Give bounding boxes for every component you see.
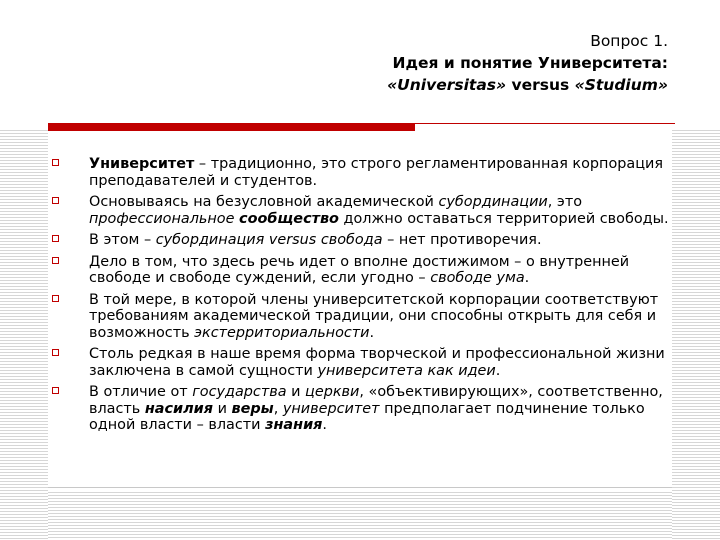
text: Дело в том, что здесь речь идет о вполне достижимом – о внутренней свободе и свободе суждений, если угодно – [89, 253, 630, 286]
text-bold-italic: знания [265, 417, 323, 433]
text: . [524, 270, 530, 286]
text-italic: субординация versus свобода [155, 232, 383, 248]
left-stripe-pattern [0, 128, 48, 540]
text-bold-italic: насилия [144, 400, 213, 417]
text-italic: университета как идеи [317, 362, 496, 379]
bullet-list [50, 156, 670, 439]
bullet-item [50, 346, 670, 379]
bullet-item [50, 194, 670, 227]
text: , «объективирующих», соответственно, власть [89, 384, 663, 417]
bullet-item [50, 156, 670, 189]
text-bold-italic: веры [231, 400, 274, 417]
text: и [213, 400, 232, 417]
text-bold-italic: сообщество [239, 210, 339, 227]
text: В этом – [89, 232, 156, 248]
text: , [273, 400, 283, 417]
title-heading: Идея и понятие Университета: [392, 54, 668, 72]
square-bullet-icon [52, 257, 59, 264]
text: , это [547, 194, 583, 210]
text: . [322, 417, 327, 433]
right-stripe-pattern [672, 128, 720, 540]
slide-title [387, 30, 668, 96]
square-bullet-icon [52, 197, 59, 204]
text: – нет противоречия. [382, 232, 542, 248]
square-bullet-icon [52, 235, 59, 242]
text-italic: экстерриториальности [194, 324, 370, 341]
title-divider-line [415, 123, 675, 124]
text-italic: субординации [438, 194, 548, 210]
title-studium: «Studium» [574, 76, 668, 94]
square-bullet-icon [52, 349, 59, 356]
text-italic: государства [192, 384, 287, 400]
bullet-item [50, 254, 670, 287]
text-bold: Университет [89, 156, 195, 172]
bottom-stripe-pattern [48, 490, 672, 540]
text-italic: свободе ума [430, 270, 525, 286]
text: Столь редкая в наше время форма творческой и профессиональной жизни заключена в самой сущности [89, 346, 665, 379]
text: и [286, 384, 306, 400]
text: предполагает подчинение только одной власти – власти [89, 400, 645, 433]
text: . [369, 324, 375, 341]
text-italic: церкви [305, 384, 360, 400]
text: В отличие от [89, 384, 193, 400]
bullet-item [50, 232, 670, 249]
title-universitas: «Universitas» [387, 76, 507, 94]
title-question-number: Вопрос 1. [590, 32, 668, 50]
bullet-item [50, 384, 670, 434]
square-bullet-icon [52, 159, 59, 166]
square-bullet-icon [52, 295, 59, 302]
footer-divider-line [48, 487, 672, 488]
text: . [495, 362, 501, 379]
text-italic: профессиональное [89, 210, 240, 227]
text: В той мере, в которой члены университетской корпорации соответствуют требованиям академической традиции, они способны открыть для себя и возможность [89, 291, 659, 341]
text-italic: университет [282, 400, 380, 417]
text: Основываясь на безусловной академической [89, 194, 439, 210]
square-bullet-icon [52, 387, 59, 394]
title-versus: versus [506, 76, 575, 94]
text: должно оставаться территорией свободы. [338, 210, 669, 227]
bullet-item [50, 292, 670, 342]
title-subheading [387, 74, 668, 96]
title-divider-bar [48, 123, 415, 131]
text: – традиционно, это строго регламентированная корпорация преподавателей и студентов. [89, 156, 664, 189]
